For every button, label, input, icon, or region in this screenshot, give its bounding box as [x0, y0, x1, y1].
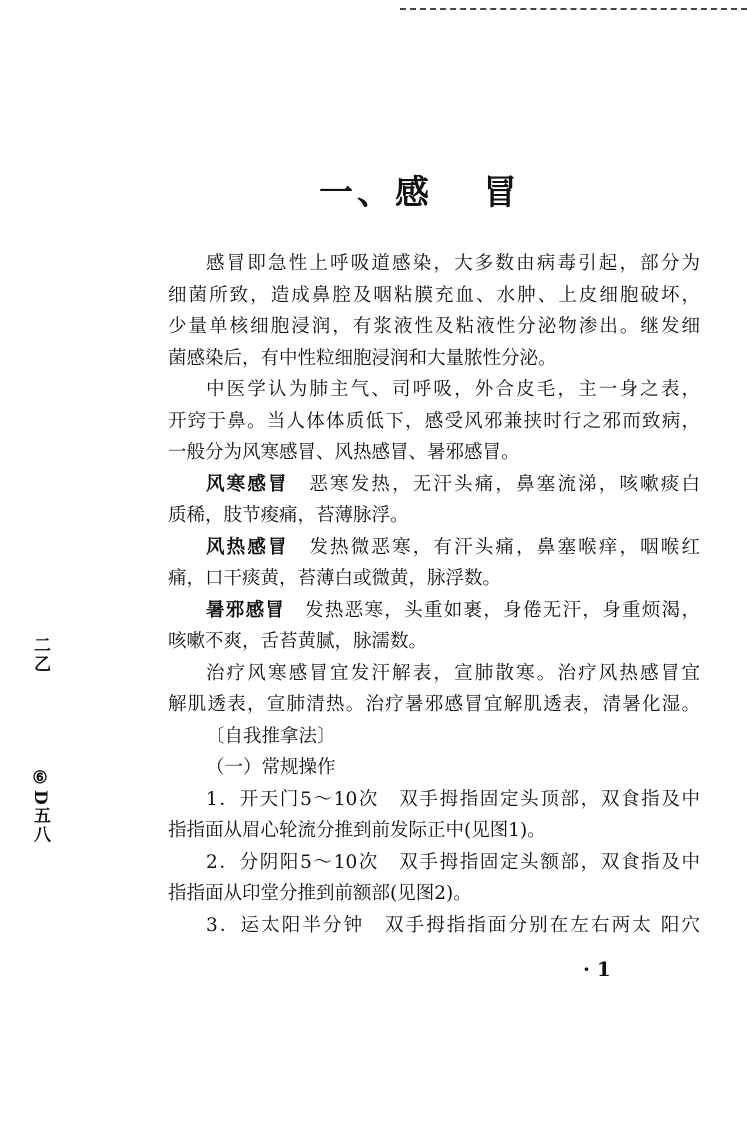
section-heading: 暑邪感冒 [206, 599, 286, 621]
text-line [206, 471, 700, 499]
line-text: 治疗风寒感冒宜发汗解表，宣肺散寒。治疗风热感冒宜 [206, 662, 700, 684]
line-text: 菌感染后，有中性粒细胞浸润和大量脓性分泌。 [168, 347, 557, 369]
line-text: 2．分阴阳5～10次 双手拇指固定头额部，双食指及中 [206, 851, 700, 873]
text-line [206, 754, 700, 782]
title-part-2: 冒 [483, 173, 521, 213]
text-line [206, 786, 700, 814]
line-text: 发热恶寒，头重如裹，身倦无汗，身重烦渴， [285, 599, 700, 621]
text-line [168, 313, 700, 341]
margin-note-top: 二乙 [30, 636, 50, 674]
line-text: 指指面从印堂分推到前额部(见图2)。 [168, 883, 472, 904]
line-text: 中医学认为肺主气、司呼吸，外合皮毛，主一身之表， [206, 379, 700, 400]
text-line [168, 628, 700, 656]
line-text: 痛，口干痰黄，苔薄白或微黄，脉浮数。 [168, 568, 502, 589]
line-text: 质稀，肢节痠痛，苔薄脉浮。 [168, 505, 409, 526]
line-text: 少量单核细胞浸润，有浆液性及粘液性分泌物渗出。继发细 [168, 316, 700, 337]
text-line [206, 723, 700, 751]
text-line [206, 250, 700, 278]
scan-dashed-border [400, 8, 747, 10]
text-line [206, 660, 700, 688]
text-line [168, 691, 700, 719]
section-heading: 风寒感冒 [206, 473, 289, 495]
line-text: 3．运太阳半分钟 双手拇指指面分别在左右两太 阳穴 [206, 914, 700, 936]
chapter-title [300, 165, 540, 214]
text-line [168, 880, 700, 908]
text-line [168, 817, 700, 845]
page-number: · 1 [583, 957, 611, 981]
line-text: 1．开天门5～10次 双手拇指固定头顶部，双食指及中 [206, 788, 700, 810]
text-line [168, 345, 700, 373]
text-line [168, 408, 700, 436]
text-line [206, 597, 700, 625]
line-text: 开窍于鼻。当人体体质低下，感受风邪兼挟时行之邪而致病， [168, 410, 700, 432]
section-heading: 风热感冒 [206, 536, 289, 558]
line-text: 〔自我推拿法〕 [206, 725, 336, 747]
text-line [168, 282, 700, 310]
title-part-1: 一、感 [319, 173, 433, 213]
line-text: 咳嗽不爽，舌苔黄腻，脉濡数。 [168, 631, 428, 652]
line-text: 指指面从眉心轮流分推到前发际正中(见图1)。 [168, 820, 546, 841]
line-text: 发热微恶寒，有汗头痛，鼻塞喉痒，咽喉红 [288, 536, 700, 558]
text-line [206, 849, 700, 877]
text-line [206, 534, 700, 562]
text-line [168, 439, 700, 467]
line-text: 恶寒发热，无汗头痛，鼻塞流涕，咳嗽痰白 [288, 473, 700, 495]
line-text: 解肌透表，宣肺清热。治疗暑邪感冒宜解肌透表，清暑化湿。 [168, 694, 700, 715]
text-line [206, 376, 700, 404]
text-line [168, 502, 700, 530]
text-line [168, 565, 700, 593]
line-text: 一般分为风寒感冒、风热感冒、暑邪感冒。 [168, 442, 520, 463]
line-text: 感冒即急性上呼吸道感染，大多数由病毒引起，部分为 [206, 253, 700, 274]
line-text: 细菌所致，造成鼻腔及咽粘膜充血、水肿、上皮细胞破坏， [168, 284, 700, 306]
text-line [206, 912, 700, 940]
margin-note-bottom: ⑥D五八 [30, 768, 50, 845]
line-text: （一）常规操作 [206, 757, 336, 778]
